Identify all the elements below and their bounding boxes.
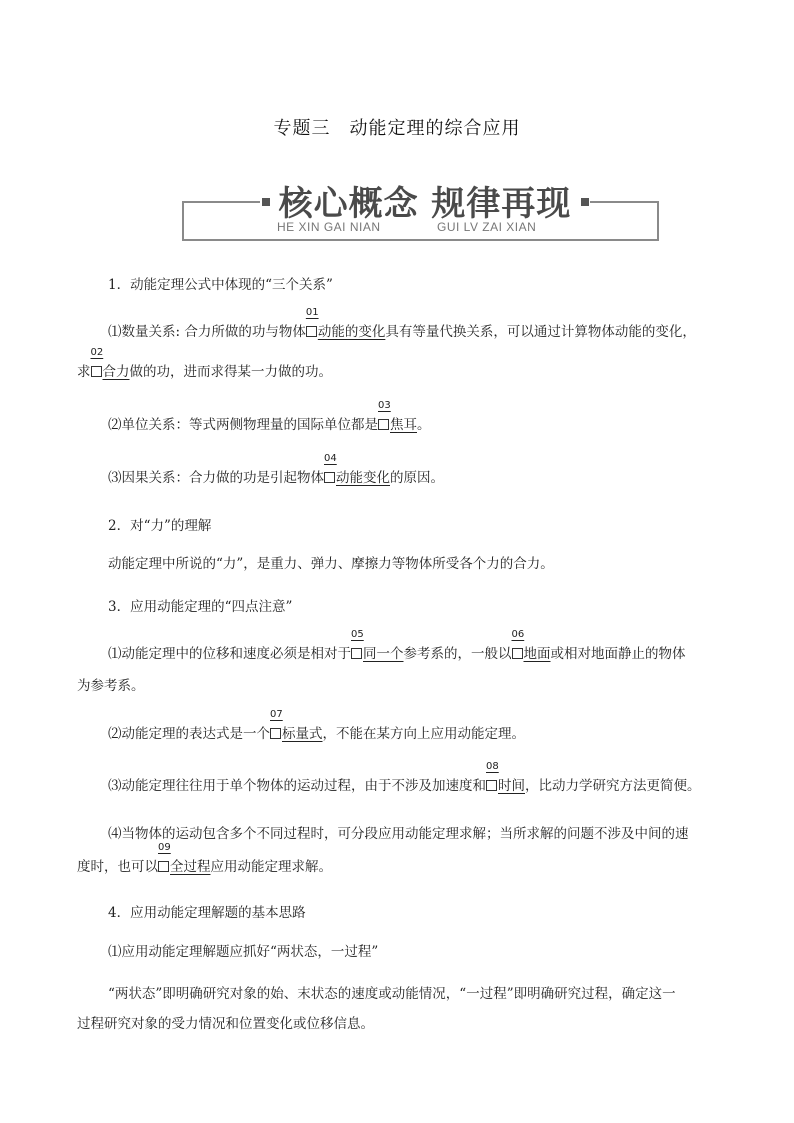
s3-para-4-line-1: ⑷当物体的运动包含多个不同过程时，可分段应用动能定理求解；当所求解的问题不涉及中间的速 (108, 826, 689, 842)
section-3-heading: 3．应用动能定理的“四点注意” (108, 599, 293, 615)
s3-para-1-line-1: ⑴动能定理中的位移和速度必须是相对于 05 同一个参考系的，一般以 06 地面或相对地面静止的物体 (108, 643, 753, 665)
s1-para-2: ⑵单位关系：等式两侧物理量的国际单位都是 03 焦耳。 (108, 414, 753, 436)
answer-box-icon (158, 861, 169, 872)
answer-box-icon (306, 326, 317, 337)
answer-box-icon (512, 648, 523, 659)
answer-blank-08: 08 时间 (486, 761, 525, 794)
banner-pinyin-left: HE XIN GAI NIAN (277, 220, 381, 234)
s1-para-1-line-1: ⑴数量关系: 合力所做的功与物体 01 动能的变化具有等量代换关系，可以通过计算物体动能的变化， (108, 321, 753, 343)
banner-square-right (581, 198, 589, 206)
answer-box-icon (486, 780, 497, 791)
banner-pinyin (277, 220, 577, 234)
answer-blank-09: 09 全过程 (158, 842, 211, 875)
page-title: 专题三 动能定理的综合应用 (273, 118, 521, 139)
s4-body-line-1: “两状态”即明确研究对象的始、末状态的速度或动能情况，“一过程”即明确研究过程，确定这一 (108, 986, 676, 1002)
banner-line-left (182, 201, 260, 203)
s4-para-1: ⑴应用动能定理解题应抓好“两状态，一过程” (108, 944, 379, 960)
banner-pinyin-right: GUI LV ZAI XIAN (437, 220, 537, 234)
answer-blank-04: 04 动能变化 (324, 453, 390, 486)
answer-box-icon (378, 419, 389, 430)
s3-para-3: ⑶动能定理往往用于单个物体的运动过程，由于不涉及加速度和 08 时间，比动力学研究方法更简便。 (108, 775, 753, 797)
s3-para-2: ⑵动能定理的表达式是一个 07 标量式，不能在某方向上应用动能定理。 (108, 723, 753, 745)
answer-blank-02: 02 合力 (90, 347, 130, 380)
answer-blank-06: 06 地面 (511, 629, 551, 662)
section-banner (182, 176, 657, 240)
answer-blank-07: 07 标量式 (270, 709, 323, 742)
section-2-body: 动能定理中所说的“力”，是重力、弹力、摩擦力等物体所受各个力的合力。 (108, 556, 554, 572)
s3-para-1-line-2: 为参考系。 (77, 678, 145, 694)
answer-blank-03: 03 焦耳 (378, 400, 417, 433)
section-4-heading: 4．应用动能定理解题的基本思路 (108, 905, 306, 921)
s3-para-4-line-2: 度时，也可以 09 全过程应用动能定理求解。 (77, 856, 722, 878)
s1-para-3: ⑶因果关系：合力做的功是引起物体 04 动能变化的原因。 (108, 467, 753, 489)
answer-box-icon (91, 366, 102, 377)
answer-blank-05: 05 同一个 (351, 629, 404, 662)
banner-square-left (262, 198, 270, 206)
section-2-heading: 2．对“力”的理解 (108, 518, 212, 534)
answer-box-icon (351, 648, 362, 659)
answer-box-icon (324, 472, 335, 483)
s1-para-1-line-2: 求 02 合力做的功，进而求得某一力做的功。 (77, 361, 722, 383)
answer-blank-01: 01 动能的变化 (305, 307, 386, 340)
s4-body-line-2: 过程研究对象的受力情况和位置变化或位移信息。 (77, 1016, 374, 1032)
banner-title: 核心概念 规律再现 (278, 184, 572, 224)
answer-box-icon (270, 728, 281, 739)
section-1-heading: 1．动能定理公式中体现的“三个关系” (108, 277, 333, 293)
banner-line-right (590, 201, 657, 203)
